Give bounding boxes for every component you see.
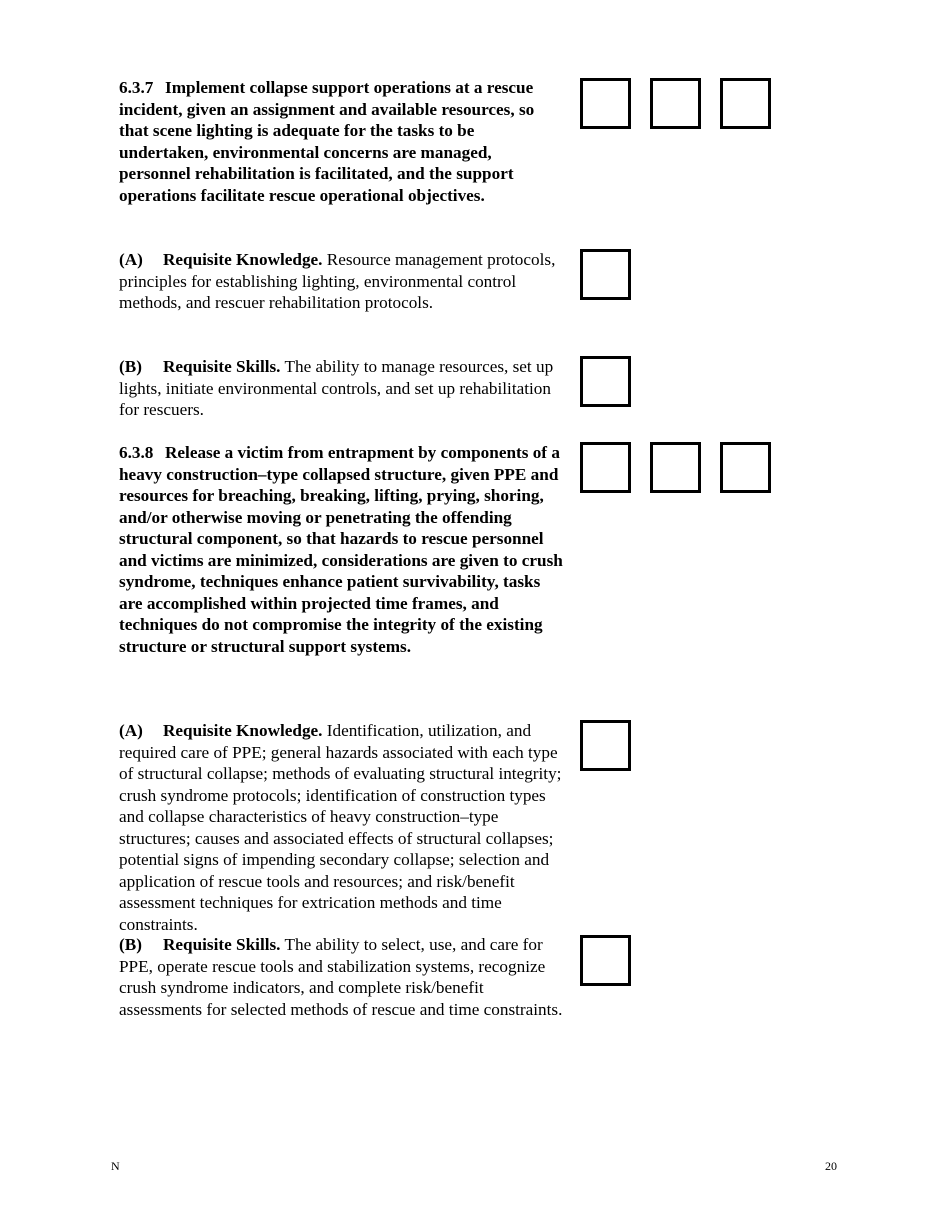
section-6-3-8-skills	[119, 934, 567, 1020]
item-label: (A)	[119, 721, 143, 740]
checkbox-6-3-7-3[interactable]	[720, 78, 771, 129]
checkbox-6-3-8-a[interactable]	[580, 720, 631, 771]
item-title: Requisite Knowledge.	[163, 721, 323, 740]
section-6-3-7-knowledge	[119, 249, 567, 314]
item-title: Requisite Knowledge.	[163, 250, 323, 269]
section-6-3-7-heading	[119, 77, 567, 206]
checkbox-6-3-7-a[interactable]	[580, 249, 631, 300]
checkbox-6-3-8-3[interactable]	[720, 442, 771, 493]
checkbox-6-3-8-2[interactable]	[650, 442, 701, 493]
item-text: The ability to manage resources, set up lights, initiate environmental controls, and set up rehabilitation for rescuers.	[119, 357, 554, 419]
section-6-3-7-skills	[119, 356, 567, 421]
section-number: 6.3.7	[119, 78, 154, 97]
page-number: 20	[825, 1159, 837, 1173]
section-text: Implement collapse support operations at a rescue incident, given an assignment and available resources, so that scene lighting is adequate for the tasks to be undertaken, environmental concerns are managed, personnel rehabilitation is facilitated, and the support operations facilitate rescue operational objectives.	[119, 78, 535, 205]
footer-left-mark: N	[111, 1159, 120, 1173]
checkbox-6-3-8-b[interactable]	[580, 935, 631, 986]
checkbox-6-3-7-b[interactable]	[580, 356, 631, 407]
item-label: (B)	[119, 357, 142, 376]
section-text: Release a victim from entrapment by components of a heavy construction–type collapsed structure, given PPE and resources for breaching, breaking, lifting, prying, shoring, and/or otherwise moving or penetrating the offending structural component, so that hazards to rescue personnel and victims are minimized, considerations are given to crush syndrome, techniques enhance patient survivability, tasks are accomplished within projected time frames, and techniques do not compromise the integrity of the existing structure or structural support systems.	[119, 443, 563, 656]
item-text: The ability to select, use, and care for PPE, operate rescue tools and stabilization systems, recognize crush syndrome indicators, and complete risk/benefit assessments for selected methods of rescue and time constraints.	[119, 935, 563, 1019]
item-title: Requisite Skills.	[163, 357, 281, 376]
checkbox-6-3-8-1[interactable]	[580, 442, 631, 493]
section-number: 6.3.8	[119, 443, 154, 462]
item-text: Resource management protocols, principles for establishing lighting, environmental control methods, and rescuer rehabilitation protocols.	[119, 250, 556, 312]
item-label: (B)	[119, 935, 142, 954]
item-label: (A)	[119, 250, 143, 269]
section-6-3-8-knowledge	[119, 720, 567, 935]
section-6-3-8-heading	[119, 442, 567, 657]
item-text: Identification, utilization, and required care of PPE; general hazards associated with each type of structural collapse; methods of evaluating structural integrity; crush syndrome protocols; identification of construction types and collapse characteristics of heavy construction–type structures; causes and associated effects of structural collapses; potential signs of impending secondary collapse; selection and application of rescue tools and resources; and risk/benefit assessment techniques for extrication methods and time constraints.	[119, 721, 562, 934]
item-title: Requisite Skills.	[163, 935, 281, 954]
checkbox-6-3-7-2[interactable]	[650, 78, 701, 129]
checkbox-6-3-7-1[interactable]	[580, 78, 631, 129]
